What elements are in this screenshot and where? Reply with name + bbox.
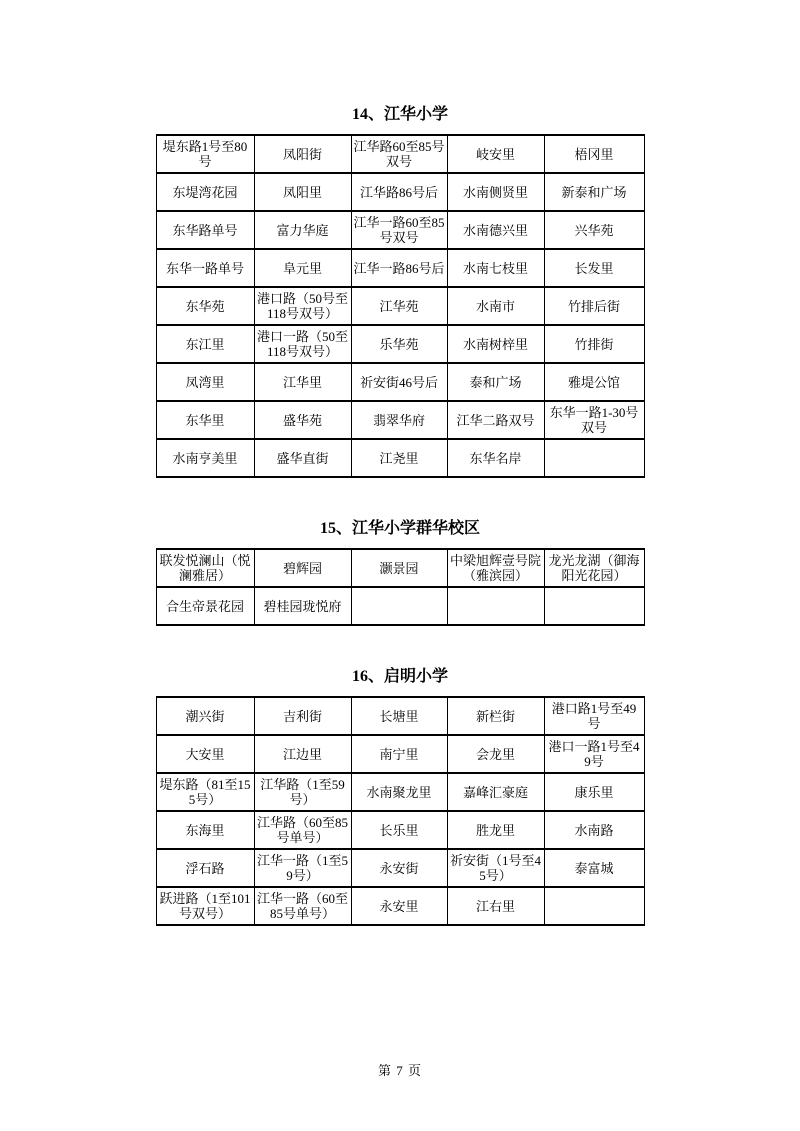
table-body: [156, 697, 644, 925]
table-cell: 江华二路双号: [447, 401, 544, 439]
table-cell: 江华路（60至85号单号）: [254, 811, 351, 849]
section-title: 14、江华小学: [351, 106, 448, 123]
table-cell: 康乐里: [544, 773, 644, 811]
table-cell: 盛华直街: [254, 439, 351, 477]
zoning-table-jianghua: [156, 134, 645, 478]
table-cell: 永安街: [351, 849, 447, 887]
table-row: [156, 697, 644, 735]
table-cell: 江华一路60至85号双号: [351, 211, 447, 249]
table-row: [156, 887, 644, 925]
table-cell: 水南树梓里: [447, 325, 544, 363]
table-cell: 江华苑: [351, 287, 447, 325]
table-cell: 凤湾里: [156, 363, 254, 401]
table-row: [156, 173, 644, 211]
table-cell: 东江里: [156, 325, 254, 363]
table-cell: 东华苑: [156, 287, 254, 325]
table-cell: 长塘里: [351, 697, 447, 735]
table-row: [156, 849, 644, 887]
table-row: [156, 549, 644, 587]
table-cell: 江华一路（60至85号单号）: [254, 887, 351, 925]
table-row: [156, 735, 644, 773]
table-cell: 潮兴街: [156, 697, 254, 735]
table-cell: 东华里: [156, 401, 254, 439]
table-cell: 兴华苑: [544, 211, 644, 249]
table-cell: 东堤湾花园: [156, 173, 254, 211]
table-cell: 江边里: [254, 735, 351, 773]
table-cell: 梧冈里: [544, 135, 644, 173]
table-cell: [544, 587, 644, 625]
table-cell: [351, 587, 447, 625]
table-cell: 联发悦澜山（悦澜雅居）: [156, 549, 254, 587]
table-cell: 大安里: [156, 735, 254, 773]
table-row: [156, 811, 644, 849]
table-cell: 龙光龙湖（御海阳光花园）: [544, 549, 644, 587]
section-title: 16、启明小学: [351, 668, 448, 685]
table-cell: 东华名岸: [447, 439, 544, 477]
table-row: [156, 325, 644, 363]
table-cell: 江华一路86号后: [351, 249, 447, 287]
table-row: [156, 211, 644, 249]
table-cell: 新栏街: [447, 697, 544, 735]
table-cell: 江华路86号后: [351, 173, 447, 211]
table-cell: 水南七枝里: [447, 249, 544, 287]
table-cell: 港口一路（50至118号双号）: [254, 325, 351, 363]
table-cell: 江华路（1至59号）: [254, 773, 351, 811]
section-jianghua-qunhua-campus: [0, 478, 800, 626]
table-cell: 乐华苑: [351, 325, 447, 363]
table-cell: 祈安街（1号至45号）: [447, 849, 544, 887]
table-cell: 新泰和广场: [544, 173, 644, 211]
table-row: [156, 249, 644, 287]
table-cell: 吉利街: [254, 697, 351, 735]
table-cell: 水南侧贤里: [447, 173, 544, 211]
table-cell: 永安里: [351, 887, 447, 925]
table-cell: [544, 439, 644, 477]
page-number: 第 7 页: [377, 1063, 422, 1078]
table-cell: 雅堤公馆: [544, 363, 644, 401]
table-cell: 阜元里: [254, 249, 351, 287]
table-cell: 江尧里: [351, 439, 447, 477]
table-cell: 凤阳街: [254, 135, 351, 173]
section-jianghua-primary: [0, 0, 800, 478]
table-cell: 堤东路（81至155号）: [156, 773, 254, 811]
table-cell: 长乐里: [351, 811, 447, 849]
table-cell: 江华一路（1至59号）: [254, 849, 351, 887]
table-cell: 泰和广场: [447, 363, 544, 401]
table-row: [156, 587, 644, 625]
table-cell: 东华一路1-30号双号: [544, 401, 644, 439]
table-cell: 中梁旭辉壹号院（雅滨园）: [447, 549, 544, 587]
table-cell: 港口一路1号至49号: [544, 735, 644, 773]
table-cell: 江华里: [254, 363, 351, 401]
table-cell: 会龙里: [447, 735, 544, 773]
table-cell: 长发里: [544, 249, 644, 287]
table-cell: 江右里: [447, 887, 544, 925]
section-title: 15、江华小学群华校区: [319, 520, 480, 537]
table-cell: 凤阳里: [254, 173, 351, 211]
table-cell: 浮石路: [156, 849, 254, 887]
table-cell: 水南聚龙里: [351, 773, 447, 811]
table-cell: 水南德兴里: [447, 211, 544, 249]
table-body: [156, 549, 644, 625]
table-cell: 东华一路单号: [156, 249, 254, 287]
table-cell: 港口路1号至49号: [544, 697, 644, 735]
table-cell: 竹排后街: [544, 287, 644, 325]
zoning-table-qiming: [156, 696, 645, 926]
table-cell: 江华路60至85号双号: [351, 135, 447, 173]
table-cell: 堤东路1号至80号: [156, 135, 254, 173]
table-cell: 翡翠华府: [351, 401, 447, 439]
table-cell: 嘉峰汇豪庭: [447, 773, 544, 811]
table-row: [156, 135, 644, 173]
table-cell: 合生帝景花园: [156, 587, 254, 625]
table-row: [156, 401, 644, 439]
table-cell: 跃进路（1至101号双号）: [156, 887, 254, 925]
table-cell: 碧桂园珑悦府: [254, 587, 351, 625]
table-cell: [447, 587, 544, 625]
table-row: [156, 773, 644, 811]
table-cell: 胜龙里: [447, 811, 544, 849]
table-cell: 水南路: [544, 811, 644, 849]
table-cell: 祈安街46号后: [351, 363, 447, 401]
table-cell: 富力华庭: [254, 211, 351, 249]
table-cell: 碧辉园: [254, 549, 351, 587]
table-cell: 东华路单号: [156, 211, 254, 249]
table-cell: 竹排街: [544, 325, 644, 363]
zoning-table-jianghua-qunhua: [156, 548, 645, 626]
table-cell: 灏景园: [351, 549, 447, 587]
table-cell: 盛华苑: [254, 401, 351, 439]
table-cell: 港口路（50号至118号双号）: [254, 287, 351, 325]
table-cell: 泰富城: [544, 849, 644, 887]
table-cell: 南宁里: [351, 735, 447, 773]
table-cell: 岐安里: [447, 135, 544, 173]
table-row: [156, 439, 644, 477]
table-row: [156, 363, 644, 401]
table-cell: [544, 887, 644, 925]
table-body: [156, 135, 644, 477]
table-row: [156, 287, 644, 325]
section-qiming-primary: [0, 626, 800, 926]
table-cell: 水南亨美里: [156, 439, 254, 477]
table-cell: 东海里: [156, 811, 254, 849]
table-cell: 水南市: [447, 287, 544, 325]
